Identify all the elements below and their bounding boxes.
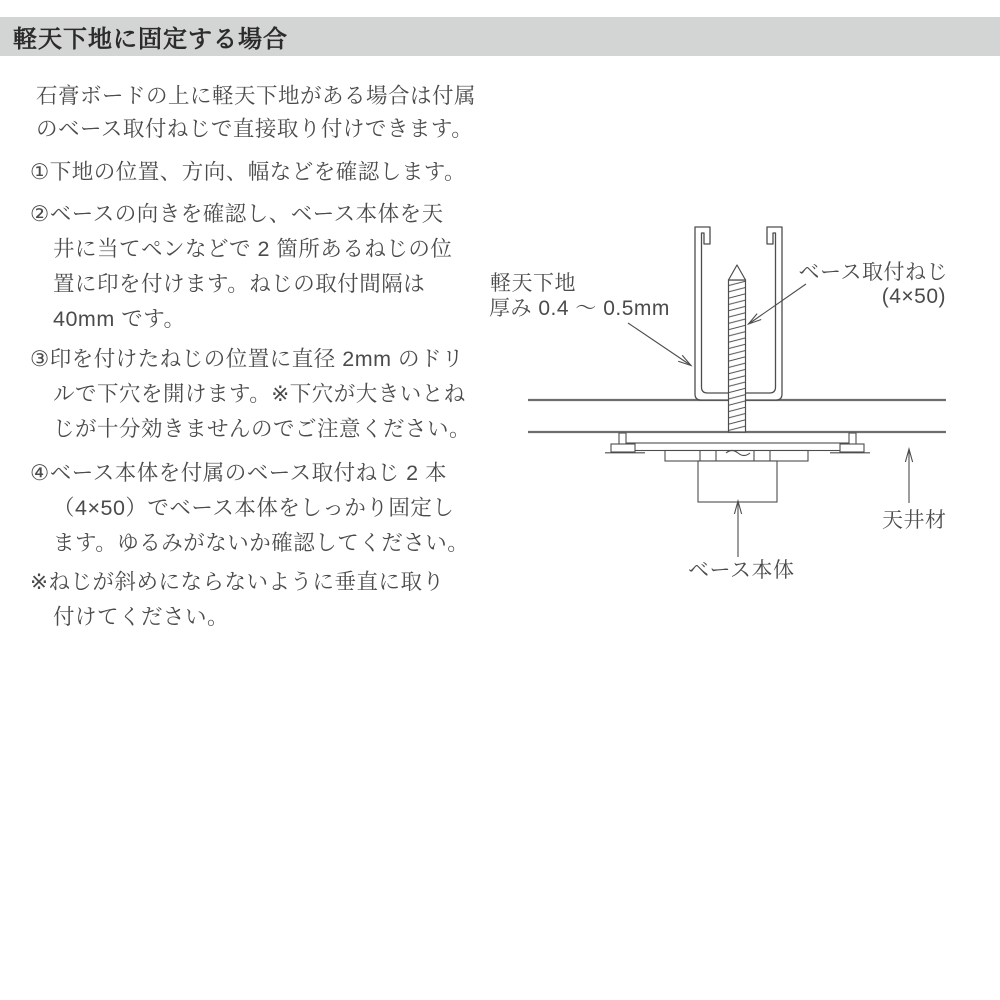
label-base-body: ベース本体 [688,559,795,582]
instruction-text-column [30,80,485,635]
step-4-paragraph [30,456,485,561]
text-line: 井に当てペンなどで 2 箇所あるねじの位 [53,237,453,261]
label-substrate-name: 軽天下地 [490,272,576,295]
text-line: ①下地の位置、方向、幅などを確認します。 [30,160,467,184]
end-clip-left [605,433,645,453]
text-line: 置に印を付けます。ねじの取付間隔は [53,272,426,296]
end-clip-right [830,433,870,453]
text-line: ②ベースの向きを確認し、ベース本体を天 [30,202,444,226]
step-1-paragraph [30,155,485,190]
text-line: ※ねじが斜めにならないように垂直に取り [30,570,445,594]
step-2-paragraph [30,197,485,337]
text-line: ③印を付けたねじの位置に直径 2mm のドリ [30,347,464,371]
leader-arrows [628,284,909,557]
caution-note-paragraph [30,565,485,635]
text-line: ④ベース本体を付属のベース取付ねじ 2 本 [30,461,448,485]
text-line: （4×50）でベース本体をしっかり固定し [53,496,455,520]
section-header-bar [0,17,1000,56]
text-line: じが十分効きませんのでご注意ください。 [53,417,472,441]
text-line: 40mm です。 [53,307,186,331]
page-title: 軽天下地に固定する場合 [13,26,288,53]
label-screw-size: (4×50) [881,285,946,308]
label-substrate-thickness: 厚み 0.4 〜 0.5mm [489,297,670,320]
text-line: 付けてください。 [53,605,230,629]
substrate-arrow [628,323,691,366]
screw-arrow [749,284,807,324]
text-line: 石膏ボードの上に軽天下地がある場合は付属 [36,84,477,108]
text-line: のベース取付ねじで直接取り付けできます。 [36,117,474,141]
base-body [625,443,855,502]
text-line: ルで下穴を開けます。※下穴が大きいとね [53,382,466,406]
intro-paragraph [36,80,485,146]
c-channel-substrate [695,227,782,400]
step-3-paragraph [30,342,485,447]
ceiling-board-lines [528,400,946,432]
text-line: ます。ゆるみがないか確認してください。 [53,531,470,555]
mounting-screw [729,265,746,432]
label-screw-name: ベース取付ねじ [798,261,948,284]
label-ceiling-material: 天井材 [882,509,947,532]
